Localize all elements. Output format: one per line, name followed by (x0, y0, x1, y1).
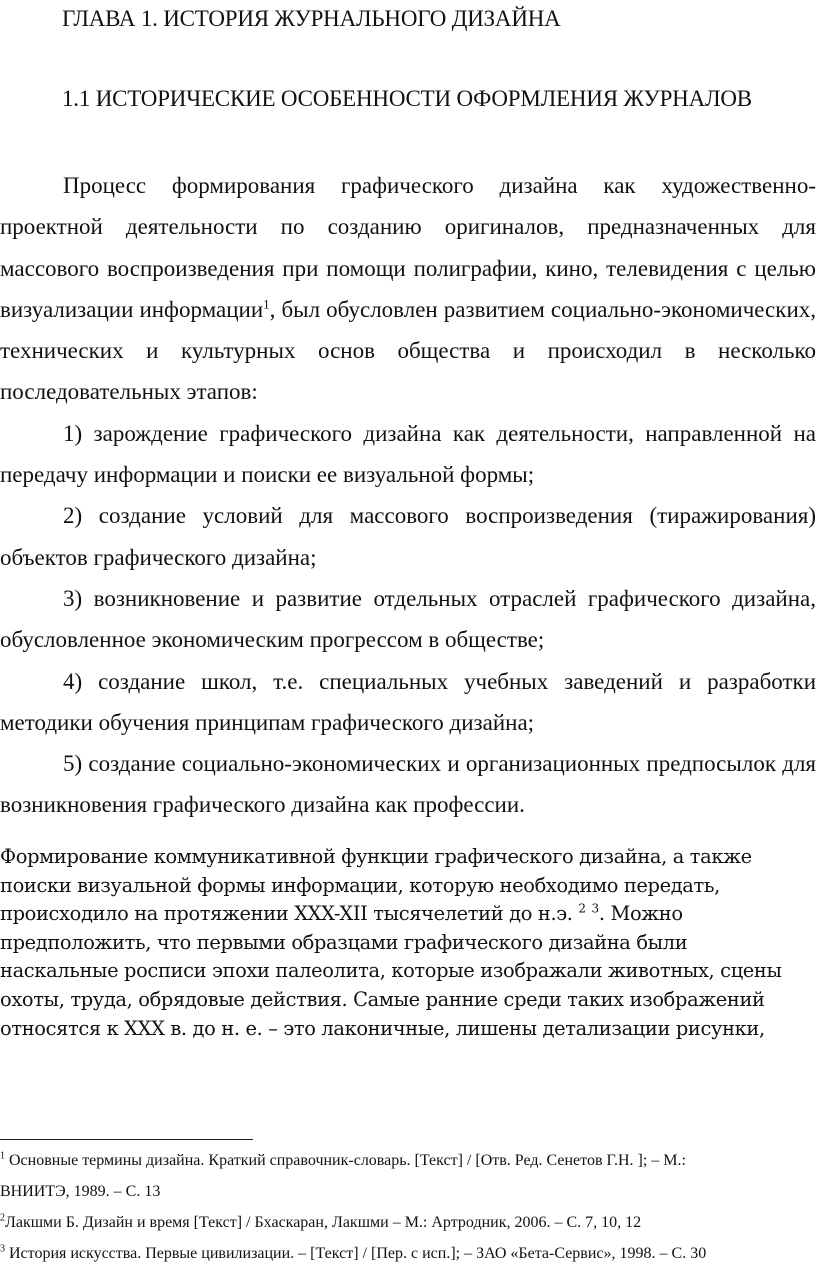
second-paragraph-line: охоты, труда, обрядовые действия. Самые ранние среди таких изображений (0, 987, 765, 1011)
stage-item-3: 3) возникновение и развитие отдельных отраслей графического дизайна, обусловленное экономическим прогрессом в обществе; (0, 585, 816, 653)
footnote-2 (0, 1207, 816, 1238)
second-paragraph-line (0, 900, 816, 929)
second-paragraph-line: предположить, что первыми образцами графического дизайна были (0, 930, 688, 954)
section-title: 1.1 ИСТОРИЧЕСКИЕ ОСОБЕННОСТИ ОФОРМЛЕНИЯ ЖУРНАЛОВ (62, 86, 752, 111)
footnote-3 (0, 1238, 816, 1269)
second-paragraph-line: поиски визуальной формы информации, которую необходимо передать, (0, 873, 720, 897)
footnote-ref-2: 2 (578, 901, 586, 916)
footnote-3-text: История искусства. Первые цивилизации. – [Текст] / [Пер. с исп.]; – ЗАО «Бета-Сервис», 1998. – С. 30 (5, 1245, 707, 1262)
stage-item-5: 5) создание социально-экономических и организационных предпосылок для возникновения графического дизайна как профессии. (0, 751, 816, 818)
footnote-1-continued: ВНИИТЭ, 1989. – С. 13 (0, 1183, 161, 1200)
intro-text: Процесс формирования графического дизайна как художественно-проектной деятельности по созданию оригиналов, предназначенных для массового воспроизведения при помощи полиграфии, кино, телевидения с целью визуализации информации (0, 173, 816, 322)
footnote-separator (0, 1139, 253, 1140)
footnote-marker-2: 2 (0, 1212, 5, 1224)
footnote-ref-3: 3 (591, 901, 599, 916)
footnote-1 (0, 1145, 816, 1176)
footnote-marker-1: 1 (0, 1150, 5, 1162)
second-paragraph-text: . Можно (598, 902, 683, 926)
footnote-marker-3: 3 (0, 1243, 5, 1255)
stage-item-2: 2) создание условий для массового воспроизведения (тиражирования) объектов графического дизайна; (0, 503, 816, 570)
intro-paragraph (0, 165, 816, 413)
second-paragraph (0, 843, 816, 1043)
main-body-text (0, 165, 816, 826)
footnote-2-text: Лакшми Б. Дизайн и время [Текст] / Бхаскаран, Лакшми – М.: Артродник, 2006. – С. 7, 10, 12 (5, 1214, 642, 1231)
footnotes (0, 1145, 816, 1269)
chapter-title: ГЛАВА 1. ИСТОРИЯ ЖУРНАЛЬНОГО ДИЗАЙНА (62, 6, 561, 31)
footnote-1-text: Основные термины дизайна. Краткий справочник-словарь. [Текст] / [Отв. Ред. Сенетов Г.Н. ]; – М.: (5, 1152, 686, 1169)
stage-item-1: 1) зарождение графического дизайна как деятельности, направленной на передачу информации и поиски ее визуальной формы; (0, 420, 816, 488)
footnote-ref-1: 1 (263, 296, 270, 312)
second-paragraph-line: относятся к XXX в. до н. е. – это лаконичные, лишены детализации рисунки, (0, 1016, 765, 1040)
second-paragraph-line: наскальные росписи эпохи палеолита, которые изображали животных, сцены (0, 959, 782, 983)
stage-item-4: 4) создание школ, т.е. специальных учебных заведений и разработки методики обучения принципам графического дизайна; (0, 668, 816, 735)
second-paragraph-text: происходило на протяжении XXX-XII тысячелетий до н.э. (0, 902, 579, 926)
intro-text-continued: , был обусловлен развитием социально-экономических, технических и культурных основ общества и происходил в несколько последовательных этапов: (0, 296, 816, 405)
second-paragraph-line: Формирование коммуникативной функции графического дизайна, а также (0, 845, 752, 868)
